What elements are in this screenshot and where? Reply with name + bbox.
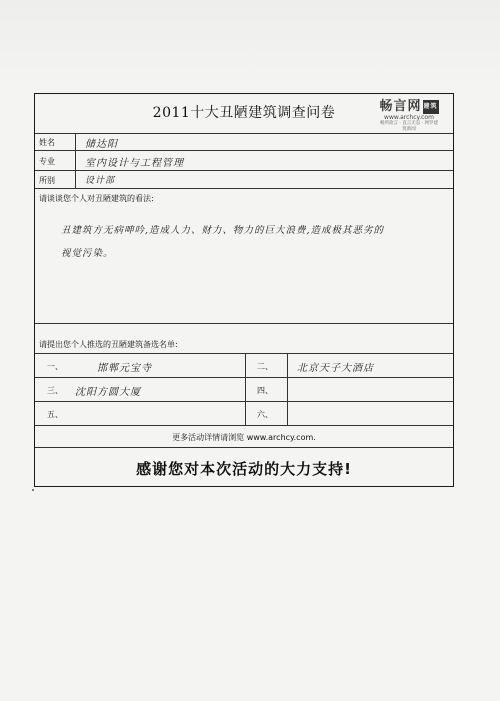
more-info-row — [35, 426, 453, 448]
nomination-value-1: 邯郸元宝寺 — [97, 363, 152, 374]
dept-row — [35, 171, 453, 189]
nomination-row-3 — [35, 402, 453, 426]
thanks-message: 感谢您对本次活动的大力支持! — [136, 460, 352, 478]
scan-speck — [32, 489, 34, 491]
nomination-row-1 — [35, 354, 453, 378]
logo-url: www.archcy.com — [384, 114, 434, 121]
nomination-num-6: 六、 — [257, 410, 273, 419]
opinion-answer-line1: 丑建筑方无病呻吟,造成人力、财力、物力的巨大浪费,造成极其恶劣的 — [61, 225, 385, 236]
major-value: 室内设计与工程管理 — [85, 158, 184, 169]
nomination-num-1: 一、 — [47, 362, 63, 371]
survey-form — [34, 93, 454, 487]
opinion-section — [35, 189, 453, 324]
nomination-num-2: 二、 — [257, 362, 273, 371]
nomination-prompt: 请提出您个人推选的丑陋建筑备选名单: — [39, 340, 178, 349]
opinion-answer-line2: 视觉污染。 — [61, 248, 114, 259]
nomination-num-5: 五、 — [47, 410, 63, 419]
logo-tagline: 畅所欲言 · 直言无忌 · 网罗建筑新闻 — [379, 121, 439, 132]
form-title: 2011十大丑陋建筑调查问卷 — [152, 105, 336, 121]
dept-value: 设计部 — [85, 176, 116, 186]
name-value: 储达阳 — [85, 139, 118, 150]
nomination-prompt-row — [35, 324, 453, 354]
opinion-prompt: 请谈谈您个人对丑陋建筑的看法: — [39, 194, 154, 203]
more-info-text: 更多活动详情请浏览 www.archcy.com. — [172, 433, 316, 442]
nomination-value-3: 沈阳方圆大厦 — [75, 387, 141, 398]
nomination-num-3: 三、 — [47, 386, 63, 395]
name-label: 姓名 — [39, 138, 55, 147]
form-header — [35, 94, 453, 134]
logo-badge: 建筑 — [423, 100, 439, 114]
name-row — [35, 134, 453, 151]
logo-brand: 畅言网 — [379, 99, 422, 114]
major-row — [35, 151, 453, 171]
page-scan-background — [0, 0, 500, 90]
nomination-num-4: 四、 — [257, 386, 273, 395]
nomination-row-2 — [35, 378, 453, 402]
major-label: 专业 — [39, 157, 55, 166]
dept-label: 所别 — [39, 176, 55, 185]
nomination-value-2: 北京天子大酒店 — [297, 363, 374, 374]
archcy-logo — [379, 100, 439, 133]
